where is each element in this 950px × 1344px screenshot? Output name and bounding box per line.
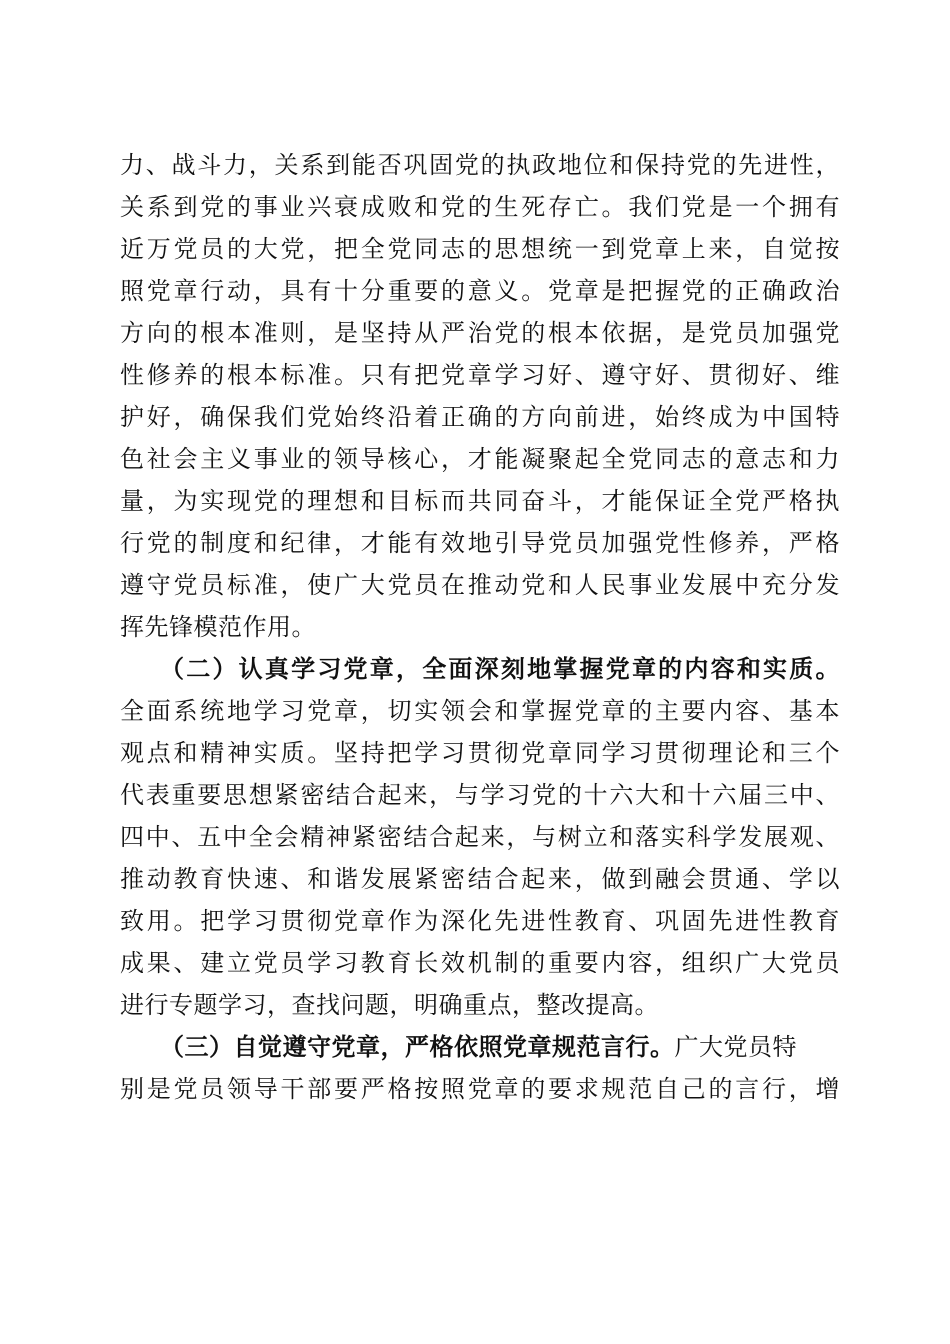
paragraph-line: 遵守党员标准，使广大党员在推动党和人民事业发展中充分发 bbox=[120, 571, 840, 599]
paragraph-line: 进行专题学习，查找问题，明确重点，整改提高。 bbox=[120, 991, 659, 1019]
section-heading-3-title: （三）自觉遵守党章，严格依照党章规范言行。 bbox=[160, 1032, 675, 1061]
paragraph-line: 行党的制度和纪律，才能有效地引导党员加强党性修养，严格 bbox=[120, 529, 840, 557]
paragraph-line: 四中、五中全会精神紧密结合起来，与树立和落实科学发展观、 bbox=[120, 823, 840, 851]
section-heading-3-continuation: 广大党员特 bbox=[674, 1033, 797, 1061]
paragraph-line: 近万党员的大党，把全党同志的思想统一到党章上来，自觉按 bbox=[120, 235, 840, 263]
paragraph-line: 推动教育快速、和谐发展紧密结合起来，做到融会贯通、学以 bbox=[120, 865, 840, 893]
paragraph-line: 致用。把学习贯彻党章作为深化先进性教育、巩固先进性教育 bbox=[120, 907, 840, 935]
paragraph-line: 别是党员领导干部要严格按照党章的要求规范自己的言行，增 bbox=[120, 1075, 840, 1103]
paragraph-line: 方向的根本准则，是坚持从严治党的根本依据，是党员加强党 bbox=[120, 319, 840, 347]
paragraph-line: 量，为实现党的理想和目标而共同奋斗，才能保证全党严格执 bbox=[120, 487, 840, 515]
paragraph-line: 成果、建立党员学习教育长效机制的重要内容，组织广大党员 bbox=[120, 949, 840, 977]
paragraph-line: 力、战斗力，关系到能否巩固党的执政地位和保持党的先进性， bbox=[120, 151, 840, 179]
paragraph-line: 观点和精神实质。坚持把学习贯彻党章同学习贯彻理论和三个 bbox=[120, 739, 840, 767]
section-heading-2: （二）认真学习党章，全面深刻地掌握党章的内容和实质。 bbox=[160, 654, 840, 683]
paragraph-line: 性修养的根本标准。只有把党章学习好、遵守好、贯彻好、维 bbox=[120, 361, 840, 389]
paragraph-line: 全面系统地学习党章，切实领会和掌握党章的主要内容、基本 bbox=[120, 697, 840, 725]
paragraph-line: 照党章行动，具有十分重要的意义。党章是把握党的正确政治 bbox=[120, 277, 840, 305]
paragraph-line: 挥先锋模范作用。 bbox=[120, 613, 316, 641]
paragraph-line: 护好，确保我们党始终沿着正确的方向前进，始终成为中国特 bbox=[120, 403, 840, 431]
paragraph-line: 色社会主义事业的领导核心，才能凝聚起全党同志的意志和力 bbox=[120, 445, 840, 473]
paragraph-line: 关系到党的事业兴衰成败和党的生死存亡。我们党是一个拥有 bbox=[120, 193, 840, 221]
paragraph-line: 代表重要思想紧密结合起来，与学习党的十六大和十六届三中、 bbox=[120, 781, 840, 809]
section-heading-3 bbox=[160, 1027, 840, 1067]
